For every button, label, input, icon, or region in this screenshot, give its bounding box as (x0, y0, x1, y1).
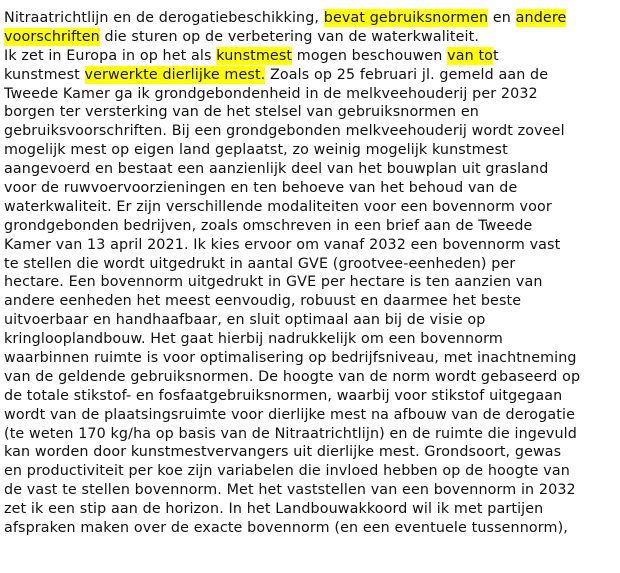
text-segment: gebruiksvoorschriften. Bij een grondgebonden melkveehouderij wordt zoveel (4, 123, 565, 140)
text-line (4, 255, 620, 274)
text-segment: kringlooplandbouw. Het gaat hierbij nadrukkelijk om een bovennorm (4, 331, 503, 348)
text-segment: te stellen die wordt uitgedrukt in aantal GVE (grootvee-eenheden) per (4, 255, 516, 272)
text-line (4, 9, 620, 28)
text-segment: en productiviteit per koe zijn variabelen die invloed hebben op de hoogte van (4, 463, 570, 480)
text-line (4, 141, 620, 160)
text-line (4, 292, 620, 311)
text-segment: voor de ruwvoervoorzieningen en ten behoeve van het behoud van de (4, 180, 518, 197)
text-line (4, 443, 620, 462)
text-line (4, 349, 620, 368)
highlighted-text: voorschriften (4, 28, 100, 45)
text-segment: die sturen op de verbetering van de waterkwaliteit. (99, 28, 480, 45)
text-line (4, 66, 620, 85)
document-text-body (4, 9, 620, 557)
text-line (4, 236, 620, 255)
text-segment: Nitraatrichtlijn en de derogatiebeschikking, (4, 10, 324, 26)
text-segment: waterkwaliteit. Er zijn verschillende modaliteiten voor een bovennorm voor (4, 198, 552, 215)
text-segment: aangevoerd en bestaat een aanzienlijk deel van het bouwplan uit grasland (4, 161, 549, 178)
text-line (4, 311, 620, 330)
text-line (4, 85, 620, 104)
text-line (4, 481, 620, 500)
highlighted-text: kunstmest (216, 47, 293, 64)
text-line (4, 500, 620, 519)
text-line (4, 122, 620, 141)
text-segment: borgen ter versterking van de het stelsel van gebruiksnormen en (4, 104, 479, 121)
text-line (4, 198, 620, 217)
text-segment: de totale stikstof- en fosfaatgebruiksnormen, waarbij voor stikstof uitgegaan (4, 387, 563, 404)
text-segment: Ik zet in Europa in op het als (4, 47, 217, 64)
text-segment: mogen beschouwen (292, 47, 448, 64)
text-line (4, 462, 620, 481)
text-line (4, 160, 620, 179)
text-segment: wordt van de plaatsingsruimte voor dierlijke mest na afbouw van de derogatie (4, 406, 575, 423)
text-segment: en (488, 10, 516, 26)
text-line (4, 273, 620, 292)
text-segment: Kamer van 13 april 2021. Ik kies ervoor om vanaf 2032 een bovennorm vast (4, 236, 561, 253)
text-segment: van de geldende gebruiksnormen. De hoogte van de norm wordt gebaseerd op (4, 368, 581, 385)
text-line (4, 28, 620, 47)
text-line (4, 368, 620, 387)
text-line (4, 330, 620, 349)
text-segment: t (493, 47, 499, 64)
text-segment: de vast te stellen bovennorm. Met het vaststellen van een bovennorm in 2032 (4, 482, 576, 499)
text-segment: afspraken maken over de exacte bovennorm (en een eventuele tussennorm), (4, 520, 568, 537)
text-segment: mogelijk mest op eigen land geplaatst, zo weinig mogelijk kunstmest (4, 142, 508, 159)
text-line (4, 425, 620, 444)
highlighted-text: andere (515, 10, 567, 26)
text-segment: uitvoerbaar en handhaafbaar, en sluit optimaal aan bij de visie op (4, 312, 486, 329)
highlighted-text: bevat gebruiksnormen (323, 10, 489, 26)
text-segment: Tweede Kamer ga ik grondgebondenheid in de melkveehouderij per 2032 (4, 85, 538, 102)
text-line (4, 179, 620, 198)
text-line (4, 406, 620, 425)
text-segment: waarbinnen ruimte is voor optimalisering op bedrijfsniveau, met inachtneming (4, 350, 577, 367)
text-line (4, 387, 620, 406)
text-segment: (te weten 170 kg/ha op basis van de Nitraatrichtlijn) en de ruimte die ingevuld (4, 425, 577, 442)
text-line (4, 519, 620, 538)
text-line (4, 217, 620, 236)
highlighted-text: verwerkte dierlijke mest. (84, 66, 266, 83)
text-segment: zet ik een stip aan de horizon. In het Landbouwakkoord wil ik met partijen (4, 501, 544, 518)
text-line (4, 538, 620, 557)
highlighted-text: van to (447, 47, 494, 64)
text-segment: andere eenheden het meest eenvoudig, robuust en daarmee het beste (4, 293, 522, 310)
text-segment: grondgebonden bedrijven, zoals omschreven in een brief aan de Tweede (4, 217, 533, 234)
text-segment: Zoals op 25 februari jl. gemeld aan de (265, 66, 549, 83)
text-segment: kunstmest (4, 66, 85, 83)
text-segment: kan worden door kunstmestvervangers uit dierlijke mest. Grondsoort, gewas (4, 444, 562, 461)
text-line (4, 47, 620, 66)
text-line (4, 103, 620, 122)
text-segment: hectare. Een bovennorm uitgedrukt in GVE per hectare is ten aanzien van (4, 274, 543, 291)
